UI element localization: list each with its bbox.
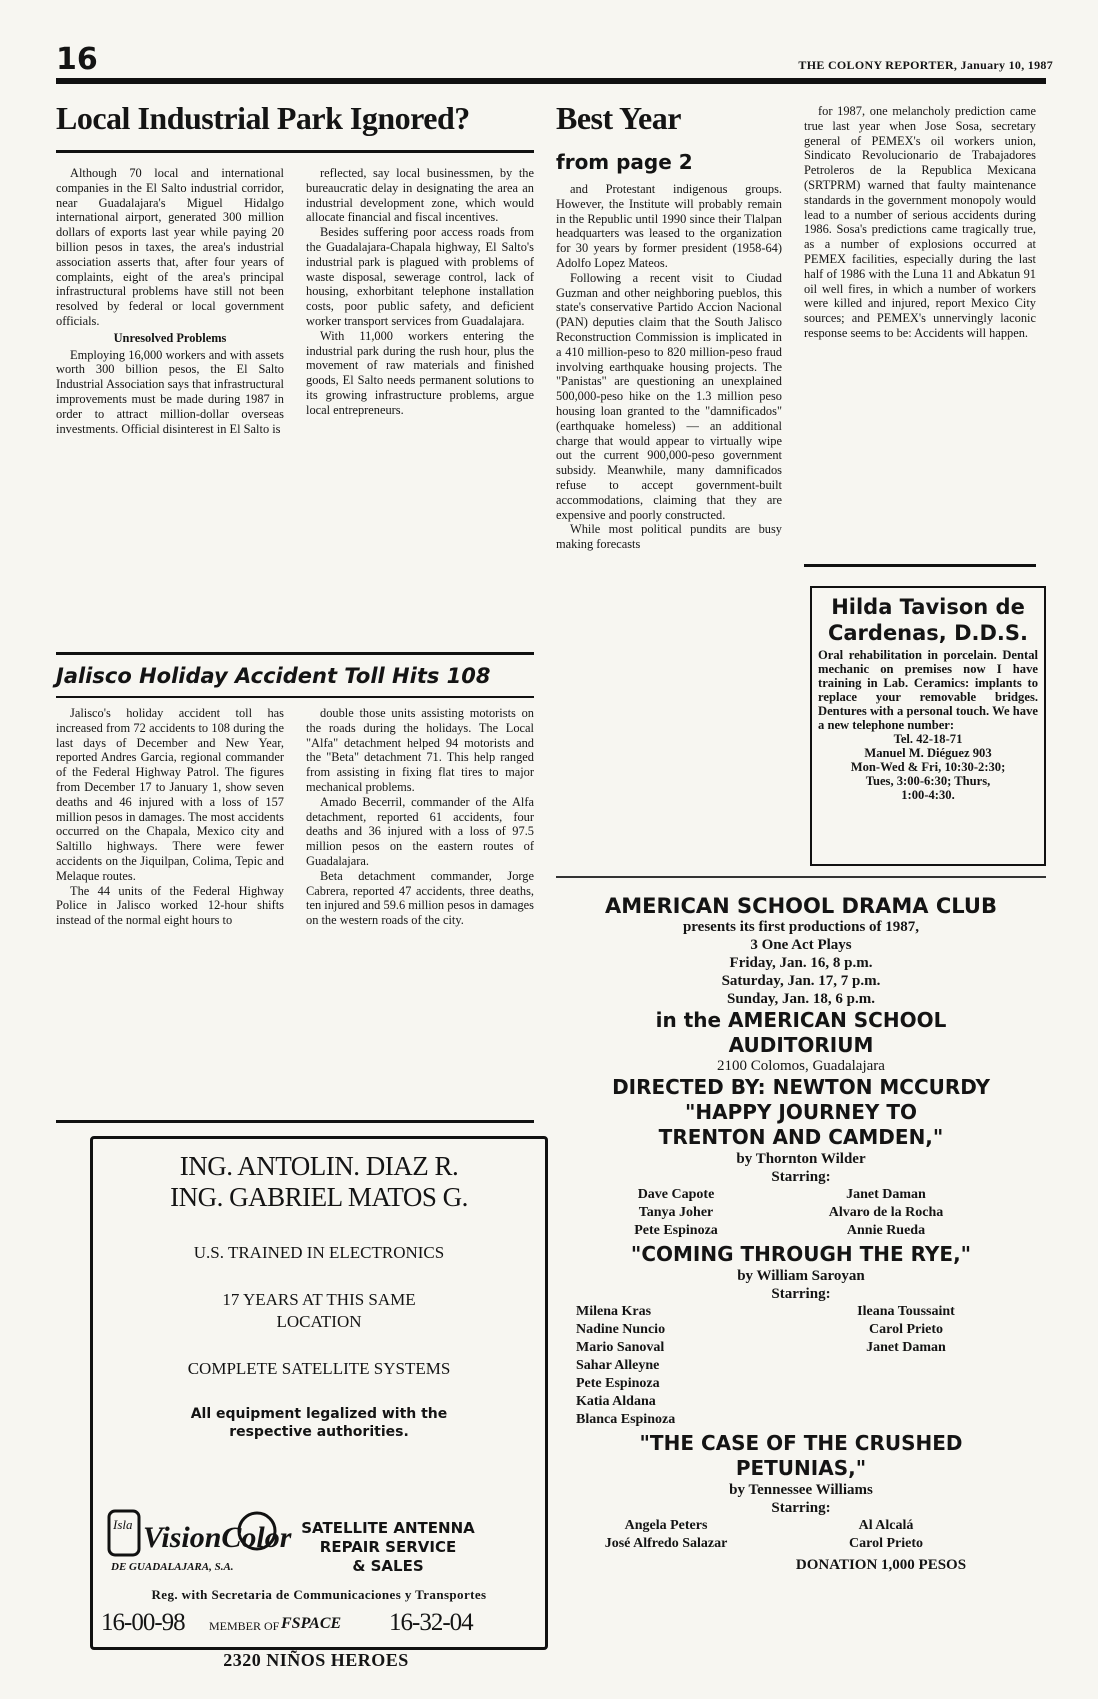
cast-member: Pete Espinoza — [634, 1223, 718, 1238]
svg-text:Isla: Isla — [113, 1517, 133, 1532]
article3-column1 — [556, 182, 782, 552]
article3-column2 — [804, 104, 1036, 341]
paragraph: While most political pundits are busy making forecasts — [556, 522, 782, 552]
starring-label: Starring: — [771, 1169, 831, 1185]
paragraph: Jalisco's holiday accident toll has increased from 72 accidents to 108 during the last days of December and New Year, reported Andres Garcia, regional commander of the Federal Highway Patrol. The figures from December 17 to January 1, show seven deaths and 46 injured with a loss of 157 million pesos in damages. The most accidents occurred on the Chapala, Mexico city and Saltillo highways. There were fewer accidents on the Jiquilpan, Colima, Tepic and Melaque routes. — [56, 706, 284, 883]
drama-presents: presents its first productions of 1987, — [682, 919, 920, 935]
drama-director: DIRECTED BY: NEWTON MCCURDY — [612, 1075, 990, 1099]
drama-plays: 3 One Act Plays — [750, 937, 852, 953]
article3-jump-line: from page 2 — [556, 150, 693, 174]
paragraph: Following a recent visit to Ciudad Guzman and other neighboring pueblos, this state's conservative Partido Accion Nacional (PAN) deputies claim that the South Jalisco Reconstruction Commission is implicated in a 410 million-peso to 820 million-peso fraud involving earthquake housing projects. The "Panistas" are questioning an unexplained 500,000-peso hike on the 1.3 million peso housing loan granted to the "damnificados" (earthquake homeless) — an additional charge that would appear to virtually wipe out the current 900,000-peso government subsidy. Meanwhile, many damnificados refuse to accept government-built accommodations, claiming that they are expensive and poorly constructed. — [556, 270, 782, 522]
headline-rule — [56, 150, 534, 153]
ad-member-logo: FSPACE — [281, 1615, 342, 1632]
dentist-hours: 1:00-4:30. — [901, 788, 955, 802]
cast-member: Alvaro de la Rocha — [828, 1205, 944, 1220]
drama-venue: AUDITORIUM — [728, 1033, 874, 1057]
page-number: 16 — [56, 42, 98, 77]
cast-member: Janet Daman — [866, 1340, 946, 1355]
play-title: "HAPPY JOURNEY TO — [685, 1100, 917, 1124]
play-title: TRENTON AND CAMDEN," — [658, 1125, 944, 1149]
drama-ad — [556, 880, 1046, 1574]
cast-member: Sahar Alleyne — [576, 1358, 660, 1373]
divider — [804, 564, 1036, 567]
cast-member: Pete Espinoza — [576, 1376, 660, 1391]
cast-member: Annie Rueda — [846, 1223, 926, 1238]
drama-date: Friday, Jan. 16, 8 p.m. — [729, 955, 873, 971]
ad-line: respective authorities. — [229, 1424, 409, 1440]
play-title: "COMING THROUGH THE RYE," — [630, 1242, 972, 1266]
dentist-address: Manuel M. Diéguez 903 — [864, 746, 992, 760]
dentist-ad — [810, 586, 1046, 866]
divider — [556, 876, 1046, 878]
play-author: by Thornton Wilder — [736, 1151, 866, 1167]
article2-column2 — [306, 706, 534, 928]
dentist-phone: Tel. 42-18-71 — [893, 732, 963, 746]
drama-title: AMERICAN SCHOOL DRAMA CLUB — [605, 894, 997, 918]
cast-member: Al Alcalá — [858, 1518, 914, 1533]
ad-engineer-name: ING. GABRIEL MATOS G. — [170, 1182, 468, 1212]
cast-member: Milena Kras — [576, 1304, 652, 1319]
cast-member: Mario Sanoval — [576, 1340, 665, 1355]
cast-member: Angela Peters — [624, 1518, 708, 1533]
article1-headline: Local Industrial Park Ignored? — [56, 100, 470, 136]
paragraph: for 1987, one melancholy prediction came true last year when Jose Sosa, secretary general of PEMEX's oil workers union, Sindicato Revolucionario de Trabajadores Petroleros de la Republica Mexicana (SRTPRM) warned that faulty maintenance standards in the government monopoly would lead to a number of serious accidents during 1986. Sosa's predictions came tragically true, as a number of explosions occurred at PEMEX facilities, especially during the last half of 1986 with the Luna 11 and Abkatun 91 oil well fires, in which a number of workers were killed and injured, report Mexico City sources; and PEMEX's unnervingly laconic response seems to be: Accidents will happen. — [804, 104, 1036, 340]
ad-registration: Reg. with Secretaria de Communicaciones y Transportes — [151, 1587, 487, 1602]
electronics-ad — [90, 1136, 548, 1650]
ad-line: U.S. TRAINED IN ELECTRONICS — [193, 1243, 445, 1262]
play-author: by William Saroyan — [737, 1268, 865, 1284]
paragraph: Beta detachment commander, Jorge Cabrera, reported 47 accidents, three deaths, ten injured and 59.6 million pesos in damages on the western roads of the city. — [306, 868, 534, 928]
visioncolor-logo — [107, 1509, 297, 1579]
ad-line: 17 YEARS AT THIS SAME — [222, 1290, 416, 1309]
article2-column1 — [56, 706, 284, 928]
paragraph: The 44 units of the Federal Highway Police in Jalisco worked 12-hour shifts instead of the normal eight hours to — [56, 883, 284, 928]
ad-phone: 16-32-04 — [389, 1609, 473, 1636]
article1-subhead: Unresolved Problems — [113, 330, 227, 345]
cast-member: Nadine Nuncio — [576, 1322, 666, 1337]
dentist-name: Hilda Tavison de — [831, 595, 1025, 619]
ad-phone: 16-00-98 — [101, 1609, 185, 1636]
drama-donation: DONATION 1,000 PESOS — [795, 1557, 967, 1573]
paragraph: With 11,000 workers entering the industrial park during the rush hour, plus the movement of raw materials and finished goods, El Salto needs permanent solutions to its growing infrastructure problems, argue local entrepreneurs. — [306, 328, 534, 417]
article1-column1 — [56, 166, 284, 436]
drama-date: Saturday, Jan. 17, 7 p.m. — [721, 973, 881, 989]
paragraph: reflected, say local businessmen, by the bureaucratic delay in designating the area an industrial development zone, which would allocate financial and fiscal incentives. — [306, 166, 534, 225]
cast-member: José Alfredo Salazar — [604, 1536, 728, 1551]
cast-member: Katia Aldana — [576, 1394, 656, 1409]
top-rule — [56, 78, 1046, 84]
article3-headline: Best Year — [556, 100, 681, 136]
article1-column2 — [306, 166, 534, 418]
ad-service: & SALES — [352, 1557, 424, 1575]
cast-member: Tanya Joher — [638, 1205, 714, 1220]
ad-service: REPAIR SERVICE — [319, 1538, 457, 1556]
headline-rule — [56, 696, 534, 698]
cast-member: Dave Capote — [637, 1187, 715, 1202]
logo-text: VisionColor — [143, 1521, 292, 1554]
cast-member: Blanca Espinoza — [576, 1412, 676, 1427]
starring-label: Starring: — [771, 1286, 831, 1302]
paragraph: Amado Becerril, commander of the Alfa detachment, reported 61 accidents, four deaths and 36 injured with a loss of 97.5 million pesos on the eastern routes of Guadalajara. — [306, 794, 534, 868]
play-title: "THE CASE OF THE CRUSHED — [639, 1431, 963, 1455]
paragraph: and Protestant indigenous groups. However, the Institute will probably remain in the Republic until 1990 since their Tlalpan headquarters was leased to the organization for 30 years by former president (1958-64) Adolfo Lopez Mateos. — [556, 182, 782, 270]
cast-member: Janet Daman — [846, 1187, 926, 1202]
play-author: by Tennessee Williams — [729, 1482, 873, 1498]
paragraph: Employing 16,000 workers and with assets worth 300 billion pesos, the El Salto Industrial Association says that infrastructural improvements must be made during 1987 in order to attract million-dollar overseas investments. Official disinterest in El Salto is — [56, 347, 284, 436]
ad-address: 2320 NIÑOS HEROES — [223, 1650, 409, 1670]
ad-service: SATELLITE ANTENNA — [301, 1519, 475, 1537]
ad-line: COMPLETE SATELLITE SYSTEMS — [187, 1359, 451, 1378]
cast-member: Carol Prieto — [849, 1536, 923, 1551]
starring-label: Starring: — [771, 1500, 831, 1516]
ad-member-label: MEMBER OF — [209, 1619, 280, 1633]
drama-address: 2100 Colomos, Guadalajara — [717, 1058, 885, 1074]
paragraph: Although 70 local and international companies in the El Salto industrial corridor, near Guadalajara's Miguel Hidalgo international airport, generated 300 million dollars of exports last year while paying 20 billion pesos in taxes, the area's industrial association asserts that, after four years of complaints, eight of the area's principal infrastructural problems have still not been resolved by federal or local government officials. — [56, 166, 284, 328]
divider — [56, 652, 534, 655]
ad-line: All equipment legalized with the — [190, 1406, 448, 1422]
dentist-hours: Tues, 3:00-6:30; Thurs, — [865, 774, 991, 788]
drama-date: Sunday, Jan. 18, 6 p.m. — [727, 991, 875, 1007]
play-title: PETUNIAS," — [735, 1456, 867, 1480]
masthead-date: THE COLONY REPORTER, January 10, 1987 — [798, 58, 1053, 72]
drama-venue: in the AMERICAN SCHOOL — [655, 1008, 947, 1032]
divider — [56, 1120, 534, 1123]
logo-subtext: DE GUADALAJARA, S.A. — [111, 1561, 234, 1573]
paragraph: Besides suffering poor access roads from the Guadalajara-Chapala highway, El Salto's industrial park is plagued with problems of waste disposal, sewerage control, lack of housing, exhorbitant telephone installation costs, poor public safety, and deficient worker transport services from Guadalajara. — [306, 225, 534, 328]
article2-headline: Jalisco Holiday Accident Toll Hits 108 — [56, 664, 491, 688]
paragraph: double those units assisting motorists on the roads during the holidays. The Local "Alfa" detachment helped 94 motorists and the "Beta" detachment 71. This help ranged from assisting in fixing flat tires to major mechanical problems. — [306, 706, 534, 794]
ad-line: LOCATION — [276, 1312, 362, 1331]
ad-engineer-name: ING. ANTOLIN. DIAZ R. — [179, 1151, 459, 1181]
dentist-description: Oral rehabilitation in porcelain. Dental mechanic on premises now I have training in Lab. Ceramics: implants to replace your removable bridges. Dentures with a personal touch. We have a new telephone number: — [818, 648, 1038, 732]
dentist-hours: Mon-Wed & Fri, 10:30-2:30; — [850, 760, 1006, 774]
cast-member: Ileana Toussaint — [857, 1304, 955, 1319]
dentist-name: Cardenas, D.D.S. — [827, 621, 1029, 645]
cast-member: Carol Prieto — [869, 1322, 943, 1337]
